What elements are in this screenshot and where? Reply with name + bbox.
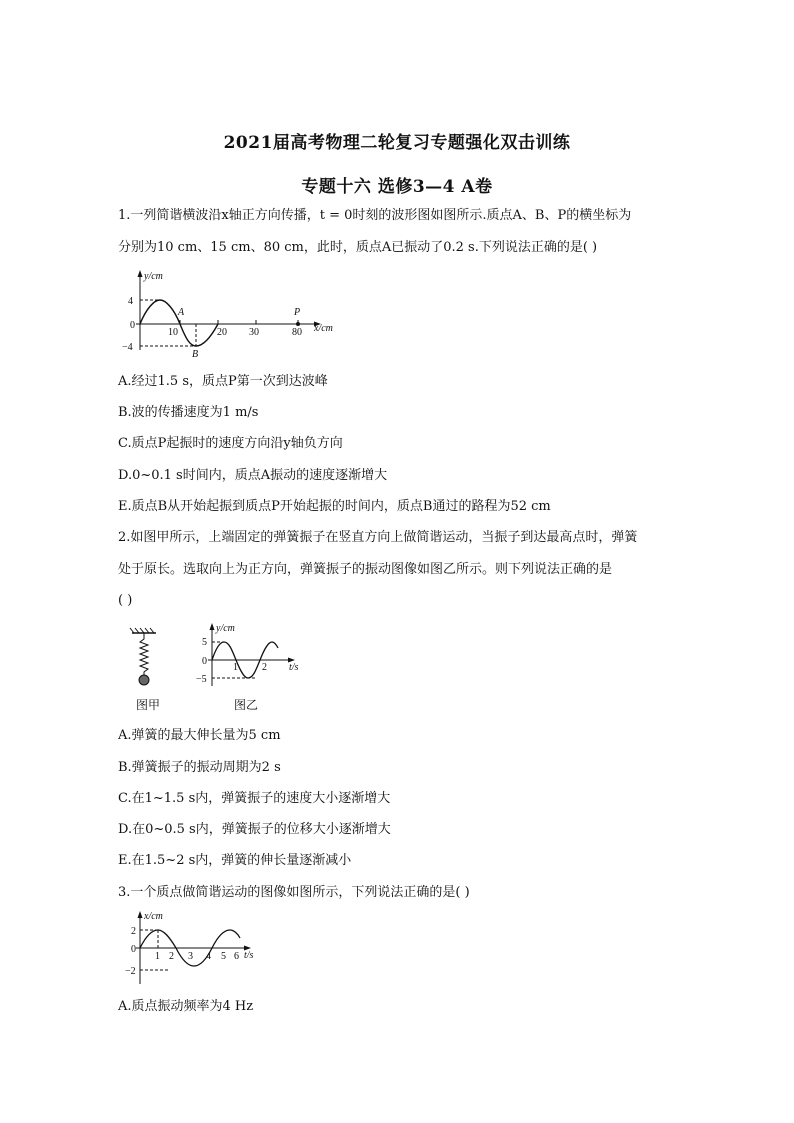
q2-caption-left: 图甲 — [136, 698, 161, 712]
q2-y-tick-5: 5 — [202, 637, 207, 648]
page-subtitle: 专题十六 选修3—4 A卷 — [301, 177, 493, 197]
q1-point-b-label: B — [192, 349, 199, 360]
q3-y-tick-0: 0 — [131, 944, 136, 955]
q1-y-axis-label: y/cm — [144, 271, 163, 282]
q3-x-tick-3: 3 — [188, 951, 193, 962]
q1-x-tick-20: 20 — [217, 327, 227, 338]
q3-option-a: A.质点振动频率为4 Hz — [118, 999, 254, 1014]
q1-stem-line1: 1.一列简谐横波沿x轴正方向传播，t = 0时刻的波形图如图所示.质点A、B、P的横坐标为 — [118, 208, 632, 223]
q1-stem-line2: 分别为10 cm、15 cm、80 cm，此时，质点A已振动了0.2 s.下列说法正确的是( ) — [118, 240, 598, 255]
q1-option-a: A.经过1.5 s，质点P第一次到达波峰 — [118, 374, 328, 389]
q2-caption-right: 图乙 — [234, 698, 259, 712]
q2-stem-line2: 处于原长。选取向上为正方向，弹簧振子的振动图像如图乙所示。则下列说法正确的是 — [118, 562, 613, 577]
q3-y-axis-label: x/cm — [144, 911, 163, 922]
q3-x-tick-1: 1 — [155, 951, 160, 962]
q2-oscillation-figure — [196, 620, 316, 690]
q3-x-tick-5: 5 — [221, 951, 226, 962]
q2-x-tick-2: 2 — [262, 662, 267, 673]
q1-point-a-label: A — [178, 307, 185, 318]
q1-x-tick-80: 80 — [292, 327, 302, 338]
q3-x-tick-6: 6 — [234, 951, 239, 962]
q2-option-a: A.弹簧的最大伸长量为5 cm — [118, 728, 281, 743]
q2-option-d: D.在0~0.5 s内，弹簧振子的位移大小逐渐增大 — [118, 822, 391, 837]
q1-x-tick-10: 10 — [168, 327, 178, 338]
q2-option-b: B.弹簧振子的振动周期为2 s — [118, 760, 281, 775]
q1-option-b: B.波的传播速度为1 m/s — [118, 405, 259, 420]
q1-y-tick-4: 4 — [128, 296, 133, 307]
q2-y-tick-neg5: −5 — [196, 674, 207, 685]
q1-option-d: D.0~0.1 s时间内，质点A振动的速度逐渐增大 — [118, 468, 388, 483]
q3-y-tick-2: 2 — [131, 926, 136, 937]
q1-y-tick-neg4: −4 — [122, 342, 133, 353]
q1-option-e: E.质点B从开始起振到质点P开始起振的时间内，质点B通过的路程为52 cm — [118, 499, 551, 514]
q2-stem-line1: 2.如图甲所示，上端固定的弹簧振子在竖直方向上做简谐运动，当振子到达最高点时，弹簧 — [118, 530, 638, 545]
spring-mass-ball — [139, 675, 149, 685]
q1-x-tick-30: 30 — [249, 327, 259, 338]
q2-option-e: E.在1.5~2 s内，弹簧的伸长量逐渐减小 — [118, 853, 352, 868]
q2-stem-line3: ( ) — [118, 593, 133, 608]
q2-y-axis-label: y/cm — [216, 623, 235, 634]
q3-oscillation-figure — [124, 908, 264, 988]
q2-x-tick-1: 1 — [233, 662, 238, 673]
point-p-marker — [296, 322, 300, 326]
q3-x-tick-4: 4 — [206, 951, 211, 962]
q2-option-c: C.在1~1.5 s内，弹簧振子的速度大小逐渐增大 — [118, 791, 391, 806]
q2-x-axis-label: t/s — [289, 662, 299, 673]
q1-option-c: C.质点P起振时的速度方向沿y轴负方向 — [118, 436, 343, 451]
q3-stem-line1: 3.一个质点做简谐运动的图像如图所示，下列说法正确的是( ) — [118, 885, 470, 900]
q1-x-axis-label: x/cm — [314, 323, 333, 334]
page-title: 2021届高考物理二轮复习专题强化双击训练 — [223, 133, 571, 153]
q1-wave-figure — [118, 265, 348, 365]
q3-x-axis-label: t/s — [244, 950, 254, 961]
q2-y-tick-0: 0 — [202, 656, 207, 667]
q3-y-tick-neg2: −2 — [125, 966, 136, 977]
q2-spring-figure — [124, 625, 164, 705]
q3-x-tick-2: 2 — [169, 951, 174, 962]
q1-point-p-label: P — [294, 307, 301, 318]
q1-y-tick-0: 0 — [130, 320, 135, 331]
